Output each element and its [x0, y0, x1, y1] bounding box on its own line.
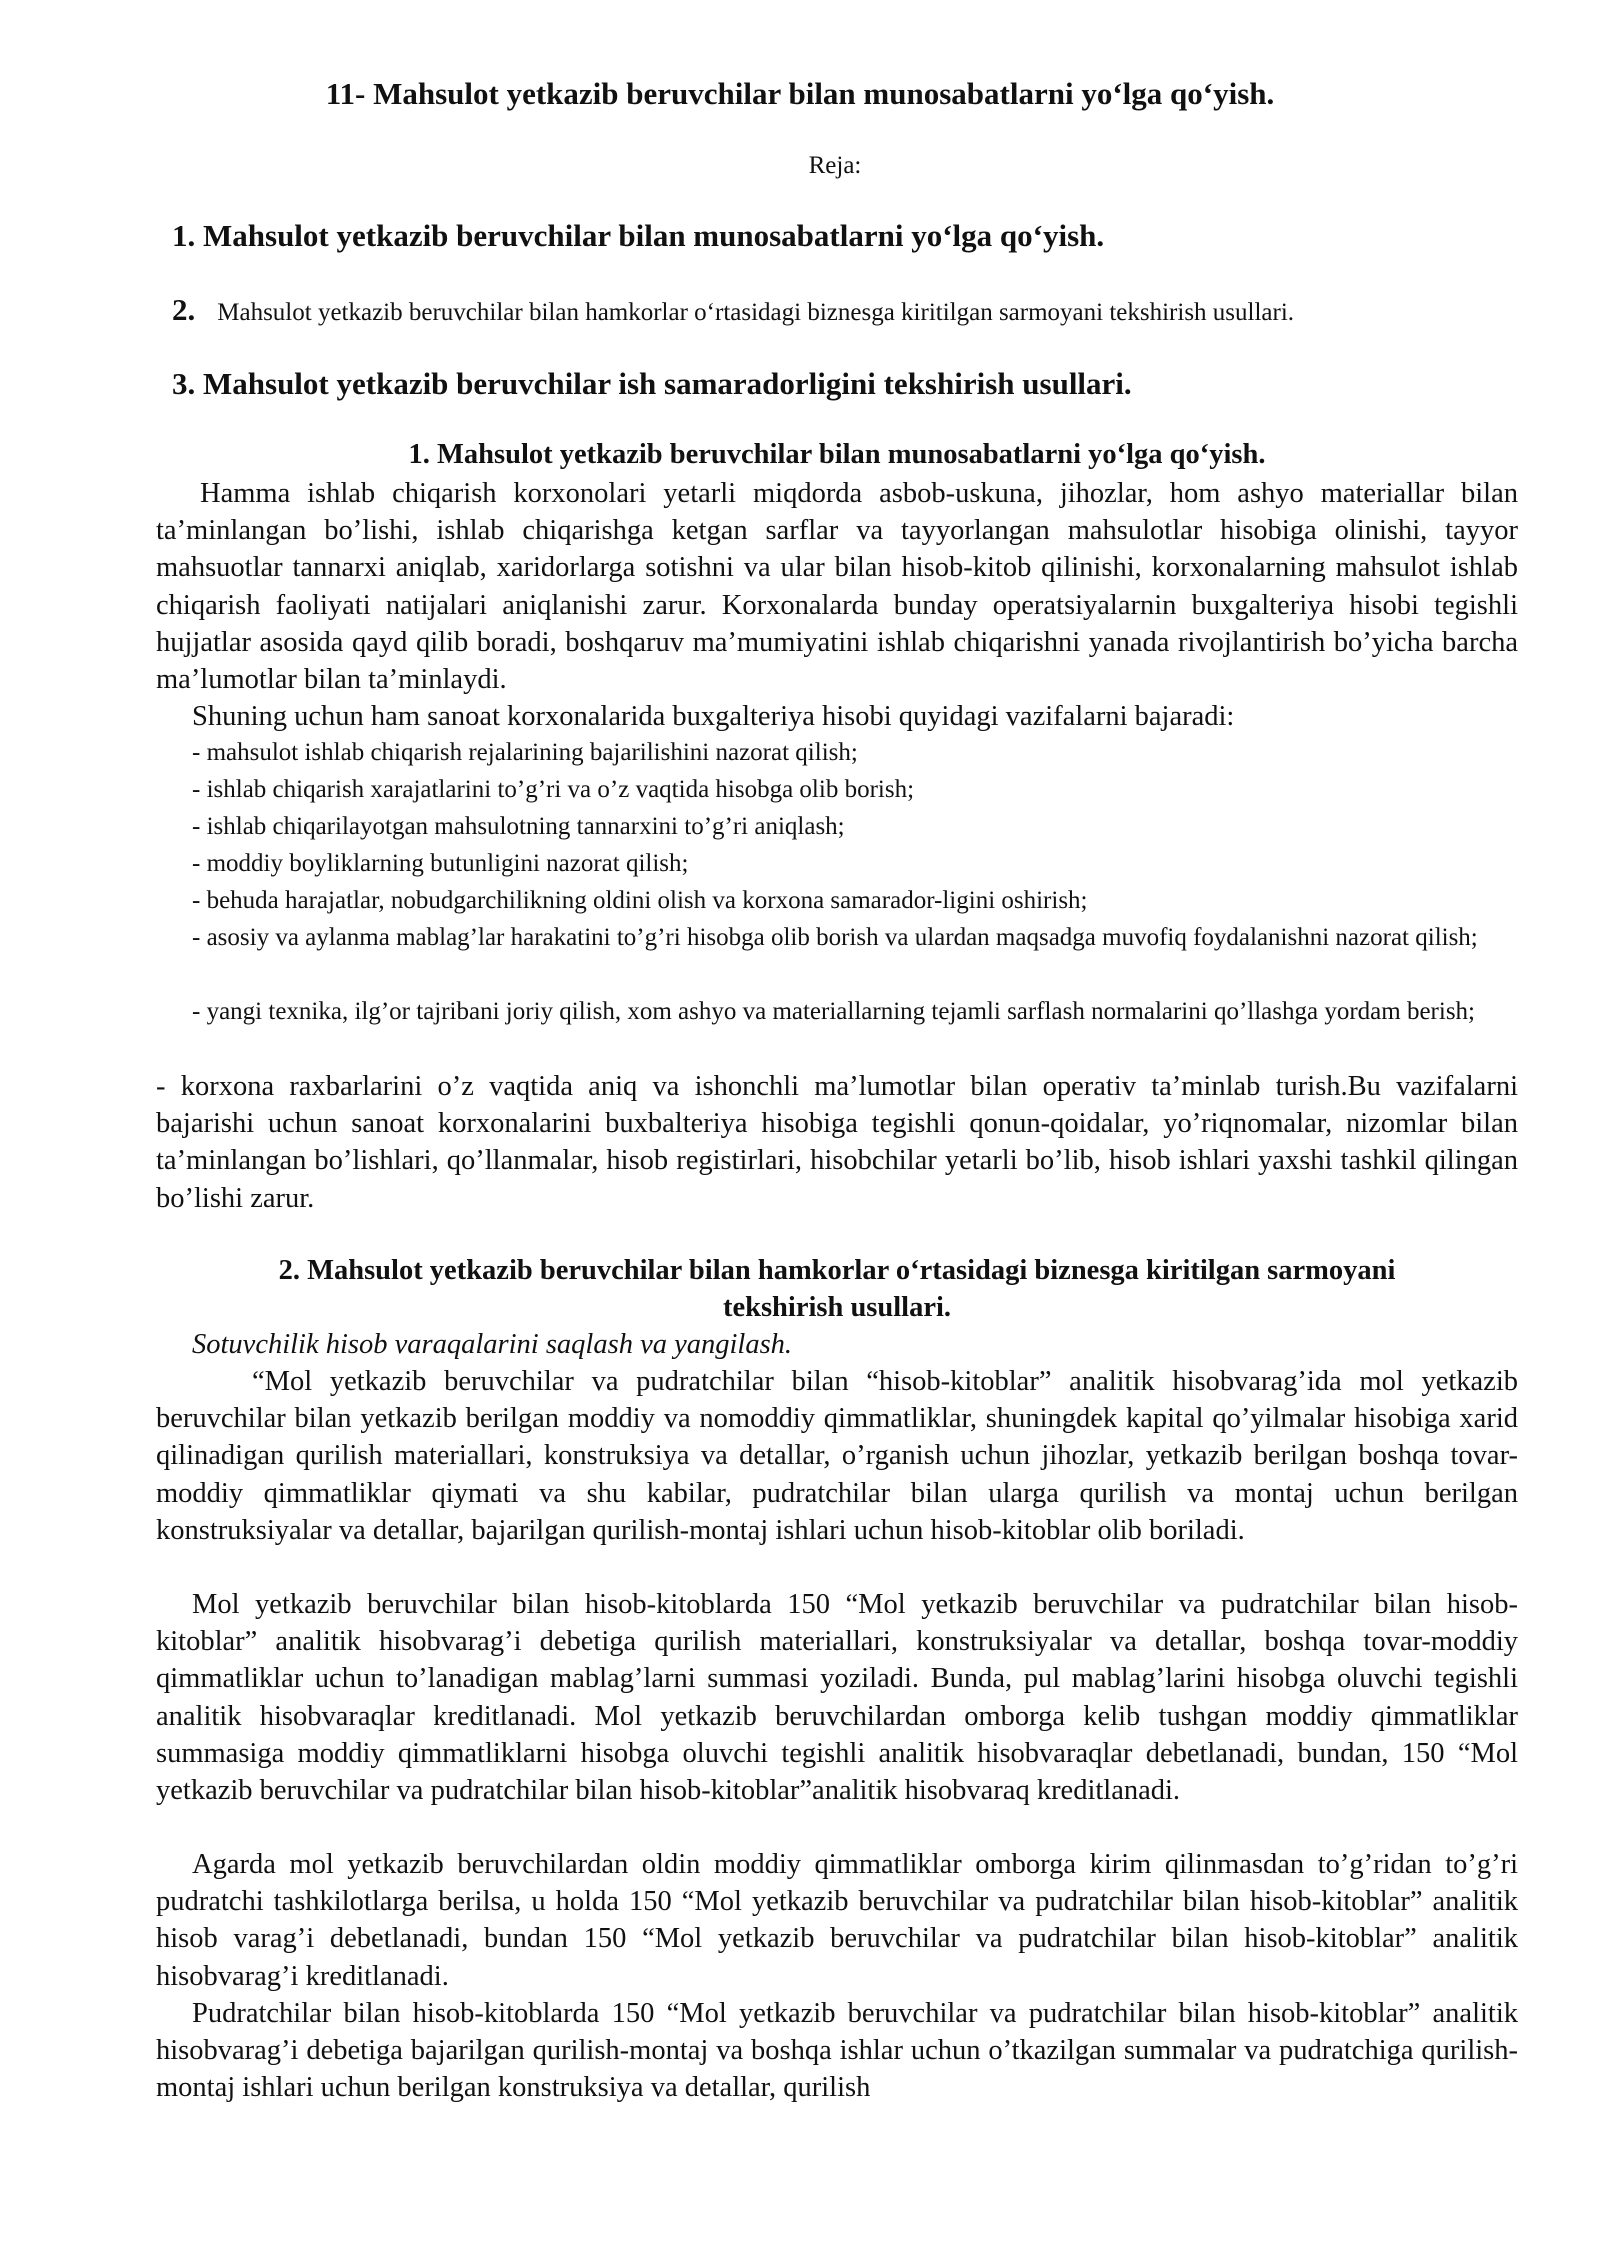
document-title: 11- Mahsulot yetkazib beruvchilar bilan munosabatlarni yo‘lga qo‘yish.	[325, 76, 1275, 111]
plan-label: Reja:	[808, 152, 862, 179]
section-2-paragraph-1: “Mol yetkazib beruvchilar va pudratchilar bilan “hisob-kitoblar” analitik hisobvarag’ida mol yetkazib beruvchilar bilan yetkazib berilgan moddiy va nomoddiy qimmatliklar, shuningdek kapital qo’yilmalar hisobiga xarid qilinadigan qurilish materiallari, konstruksiya va detallar, o’rganish uchun jihozlar, yetkazib berilgan boshqa tovar-moddiy qimmatliklar qiymati va shu kabilar, pudratchilar bilan ularga qurilish va montaj uchun berilgan konstruksiyalar va detallar, bajarilgan qurilish-montaj ishlari uchun hisob-kitoblar olib boriladi.	[156, 1366, 1518, 1546]
section-2-heading-line-1: 2. Mahsulot yetkazib beruvchilar bilan hamkorlar o‘rtasidagi biznesga kiritilgan sarmoyani	[278, 1255, 1396, 1286]
section-2-heading	[156, 1252, 1518, 1326]
plan-item-1: 1. Mahsulot yetkazib beruvchilar bilan munosabatlarni yo‘lga qo‘yish.	[172, 218, 1105, 253]
section-1-paragraph-3: - korxona raxbarlarini o’z vaqtida aniq va ishonchli ma’lumotlar bilan operativ ta’minlab turish.Bu vazifalarni bajarishi uchun sanoat korxonalarini buxbalteriya hisobiga tegishli qonun-qoidalar, yo’riqnomalar, nizomlar bilan ta’minlangan bo’lishlari, qo’llanmalar, hisob registirlari, hisobchilar yetarli bo’lib, hisob ishlari yaxshi tashkil qilingan bo’lishi zarur.	[156, 1071, 1518, 1214]
task-list-item: - moddiy boyliklarning butunligini nazorat qilish;	[192, 850, 689, 877]
section-2-paragraph-2: Mol yetkazib beruvchilar bilan hisob-kitoblarda 150 “Mol yetkazib beruvchilar va pudratchilar bilan hisob-kitoblar” analitik hisobvarag’i debetiga qurilish materiallari, konstruksiyalar va detallar, boshqa tovar-moddiy qimmatliklar uchun to’lanadigan mablag’larni summasi yoziladi. Bunda, pul mablag’larini hisobga oluvchi tegishli analitik hisobvaraqlar kreditlanadi. Mol yetkazib beruvchilardan omborga kelib tushgan moddiy qimmatliklar summasiga moddiy qimmatliklarni hisobga oluvchi tegishli analitik hisobvaraqlar debetlanadi, bundan, 150 “Mol yetkazib beruvchilar va pudratchilar bilan hisob-kitoblar”analitik hisobvaraq kreditlanadi.	[156, 1589, 1518, 1807]
task-list-item: - mahsulot ishlab chiqarish rejalarining bajarilishini nazorat qilish;	[192, 739, 858, 766]
section-2-heading-line-2: tekshirish usullari.	[722, 1292, 952, 1323]
task-list-item: - ishlab chiqarish xarajatlarini to’g’ri va o’z vaqtida hisobga olib borish;	[192, 776, 915, 803]
plan-item-2	[172, 292, 1560, 328]
section-1-paragraph-2: Shuning uchun ham sanoat korxonalarida buxgalteriya hisobi quyidagi vazifalarni bajaradi:	[192, 701, 1235, 732]
plan-item-3: 3. Mahsulot yetkazib beruvchilar ish samaradorligini tekshirish usullari.	[172, 366, 1132, 401]
plan-item-2-number: 2.	[172, 292, 196, 327]
section-1-paragraph-1: Hamma ishlab chiqarish korxonolari yetarli miqdorda asbob-uskuna, jihozlar, hom ashyo materiallar bilan ta’minlangan bo’lishi, ishlab chiqarishga ketgan sarflar va tayyorlangan mahsulotlar hisobiga olinishi, tayyor mahsuotlar tannarxi aniqlab, xaridorlarga sotishni va ular bilan hisob-kitob qilinishi, korxonalarning mahsulot ishlab chiqarish faoliyati natijalari aniqlanishi zarur. Korxonalarda bunday operatsiyalarnin buxgalteriya hisobi tegishli hujjatlar asosida qayd qilib boradi, boshqaruv ma’mumiyatini ishlab chiqarishni yanada rivojlantirish bo’yicha barcha ma’lumotlar bilan ta’minlaydi.	[156, 478, 1518, 696]
section-2-subtitle: Sotuvchilik hisob varaqalarini saqlash va yangilash.	[192, 1329, 793, 1360]
section-1-heading: 1. Mahsulot yetkazib beruvchilar bilan munosabatlarni yo‘lga qo‘yish.	[408, 439, 1266, 470]
section-2-paragraph-3: Agarda mol yetkazib beruvchilardan oldin moddiy qimmatliklar omborga kirim qilinmasdan to’g’ridan to’g’ri pudratchi tashkilotlarga berilsa, u holda 150 “Mol yetkazib beruvchilar va pudratchilar bilan hisob-kitoblar” analitik hisob varag’i debetlanadi, bundan 150 “Mol yetkazib beruvchilar va pudratchilar bilan hisob-kitoblar” analitik hisobvarag’i kreditlanadi.	[156, 1849, 1518, 1992]
task-list-item: - ishlab chiqarilayotgan mahsulotning tannarxini to’g’ri aniqlash;	[192, 813, 845, 840]
task-list-item: - yangi texnika, ilg’or tajribani joriy qilish, xom ashyo va materiallarning tejamli sarflash normalarini qo’llashga yordam berish;	[192, 998, 1475, 1025]
task-list-item: - behuda harajatlar, nobudgarchilikning oldini olish va korxona samarador-ligini oshirish;	[192, 887, 1088, 914]
section-2-paragraph-4: Pudratchilar bilan hisob-kitoblarda 150 “Mol yetkazib beruvchilar va pudratchilar bilan hisob-kitoblar” analitik hisobvarag’i debetiga bajarilgan qurilish-montaj va boshqa ishlar uchun o’tkazilgan summalar va pudratchiga qurilish-montaj ishlari uchun berilgan konstruksiya va detallar, qurilish	[156, 1998, 1518, 2104]
task-list-item: - asosiy va aylanma mablag’lar harakatini to’g’ri hisobga olib borish va ulardan maqsadga muvofiq foydalanishni nazorat qilish;	[192, 924, 1478, 951]
plan-item-2-text: Mahsulot yetkazib beruvchilar bilan hamkorlar o‘rtasidagi biznesga kiritilgan sarmoyani tekshirish usullari.	[217, 299, 1295, 326]
